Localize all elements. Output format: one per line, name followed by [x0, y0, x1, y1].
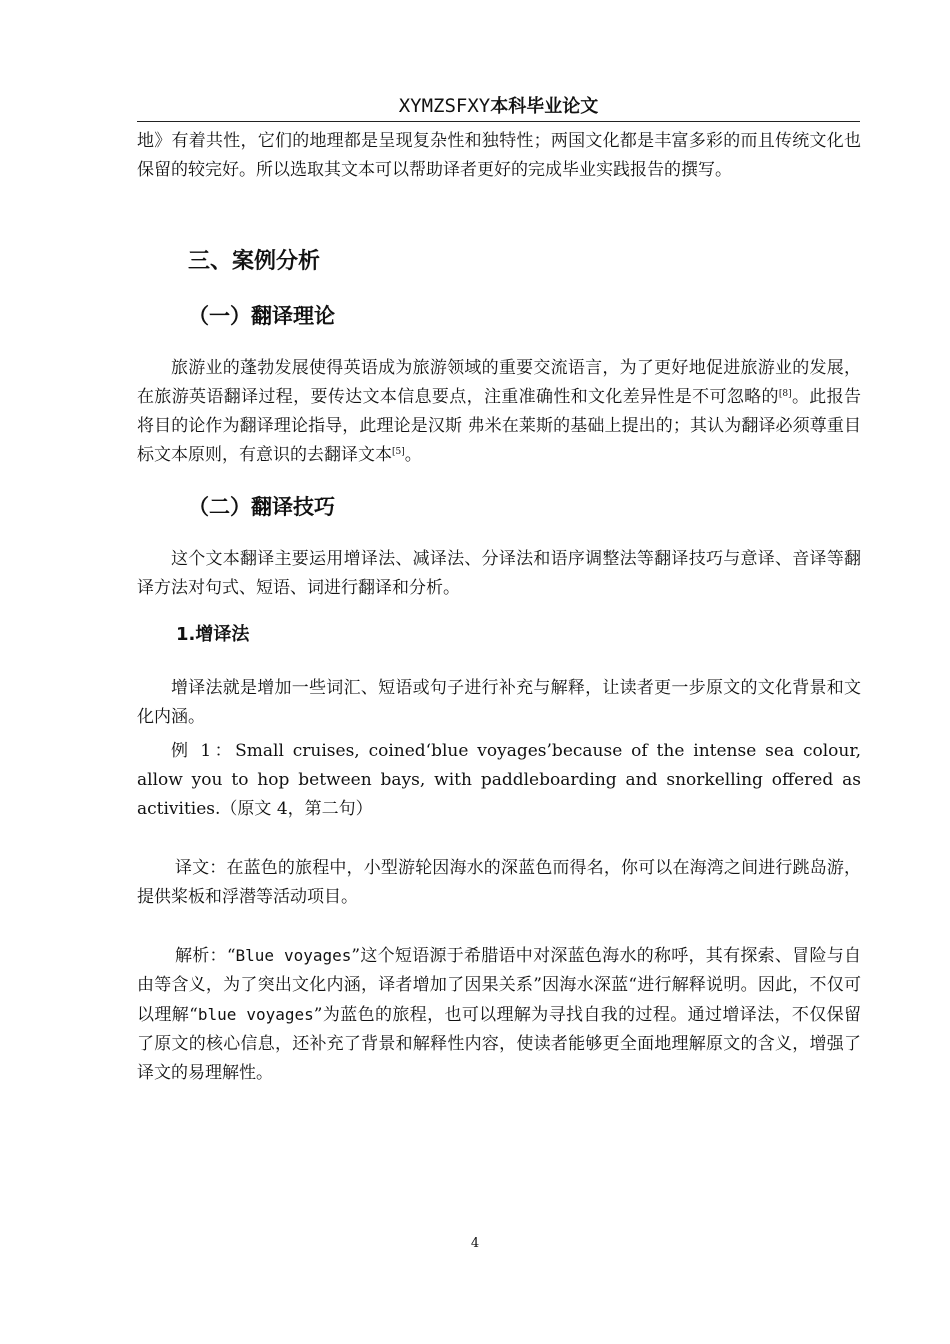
header-code: XYMZSFXY [398, 95, 491, 117]
paragraph-analysis [137, 941, 861, 1088]
analysis-text-a: 解析：“ [175, 946, 236, 966]
paragraph-continued: 地》有着共性，它们的地理都是呈现复杂性和独特性；两国文化都是丰富多彩的而且传统文化也保留的较完好。所以选取其文本可以帮助译者更好的完成毕业实践报告的撰写。 [137, 131, 861, 180]
analysis-term-2: blue voyages [197, 1005, 314, 1024]
section-heading: 三、案例分析 [188, 249, 321, 274]
analysis-text-b: ”这个短语源于希腊语中对深蓝色海水的称呼，其有探索、冒险与自由等含义，为了突出文化内涵，译者增加了因果关系”因海水深蓝“进行解释说明。因此，不仅可以理解“ [137, 946, 861, 1025]
citation-8: [8] [778, 389, 792, 399]
subsection-heading-theory: （一）翻译理论 [188, 304, 335, 328]
citation-5: [5] [392, 447, 405, 457]
analysis-text-c: ”为蓝色的旅程，也可以理解为寻找自我的过程。通过增译法，不仅保留了原文的核心信息，还补充了背景和解释性内容，使读者能够更全面地理解原文的含义，增强了译文的易理解性。 [137, 1005, 861, 1083]
running-header [137, 92, 860, 118]
paragraph-example-1: 例 1：Small cruises, coined‘blue voyages’because of the intense sea colour, allow you to hop between bays, with paddleboarding and snorkelling offered as activities.（原文 4，第二句） [137, 741, 861, 819]
analysis-term-1: Blue voyages [235, 946, 352, 965]
theory-text-c: 。 [404, 445, 422, 465]
header-rule [137, 121, 860, 122]
paragraph-translation: 译文：在蓝色的旅程中，小型游轮因海水的深蓝色而得名，你可以在海湾之间进行跳岛游，提供桨板和浮潜等活动项目。 [137, 858, 861, 907]
theory-text-b: 。此报告将目的论作为翻译理论指导，此理论是汉斯 弗米在莱斯的基础上提出的；其认为翻译必须尊重目标文本原则，有意识的去翻译文本 [137, 387, 861, 465]
header-label: 本科毕业论文 [490, 96, 599, 117]
paragraph-techniques: 这个文本翻译主要运用增译法、减译法、分译法和语序调整法等翻译技巧与意译、音译等翻译方法对句式、短语、词进行翻译和分析。 [137, 549, 861, 598]
subsection-heading-techniques: （二）翻译技巧 [188, 495, 335, 519]
paragraph-amplification-definition: 增译法就是增加一些词汇、短语或句子进行补充与解释，让读者更一步原文的文化背景和文化内涵。 [137, 678, 861, 727]
page-number: 4 [470, 1236, 480, 1251]
theory-text-a: 旅游业的蓬勃发展使得英语成为旅游领域的重要交流语言，为了更好地促进旅游业的发展，在旅游英语翻译过程，要传达文本信息要点，注重准确性和文化差异性是不可忽略的 [137, 358, 861, 407]
paragraph-theory [137, 354, 861, 470]
item-heading-amplification: 1.增译法 [176, 624, 250, 645]
